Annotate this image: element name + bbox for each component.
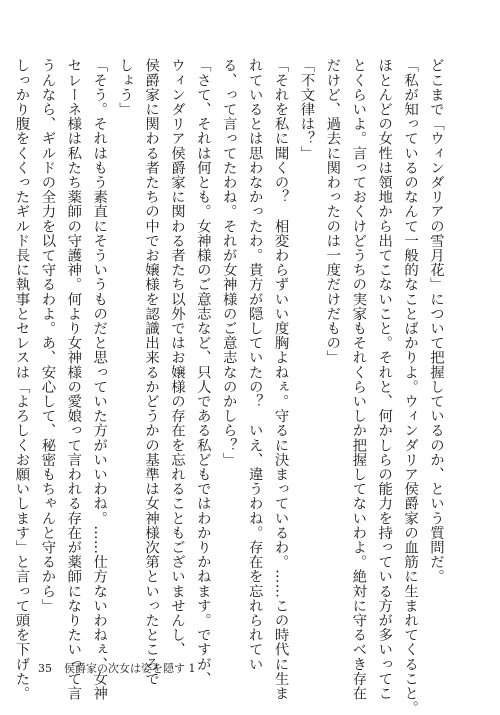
text-line: ウィンダリア侯爵家に関わる者たち以外ではお嬢様の存在を忘れることもございませんし、 bbox=[168, 58, 185, 657]
text-line: ほとんどの女性は領地から出てこないこと。それと、何かしらの能力を持っている方が多いってこ bbox=[376, 58, 393, 701]
text-line: 侯爵家に関わる者たちの中でお嬢様を認識出来るかどうかの基準は女神様次第といったところで bbox=[143, 58, 160, 686]
text-line: 「さて、それは何とも。女神様のご意志など、只人である私どもではわかりかねます。ですが、 bbox=[194, 58, 211, 686]
text-line: どこまで「ウィンダリアの雪月花」について把握しているのか、という質問だ。 bbox=[428, 58, 444, 584]
text-line: しっかり腹をくくったギルド長に執事とセレスは「よろしくお願いします」と言って頭を下げた。 bbox=[13, 58, 30, 701]
text-line: る、って言ってたわね。それが女神様のご意志なのかしら？」 bbox=[220, 58, 237, 467]
page-footer bbox=[38, 660, 196, 676]
book-title: 侯爵家の次女は姿を隠す 1 bbox=[64, 662, 196, 675]
text-line: しょう」 bbox=[117, 58, 134, 117]
text-line: れているとは思わなかったわ。貴方が隠していたの？ いえ、違うわね。存在を忘れられてい bbox=[246, 58, 263, 672]
text-line: とくらいよ。言っておくけどうちの実家もそれくらいしか把握してないわよ。絶対に守るべき存在 bbox=[350, 58, 367, 701]
text-line: 「そう。それはもう素直にそういうものだと思っていた方がいいわね。……仕方ないわねぇ、女神 bbox=[91, 58, 108, 701]
text-line: セレーネ様は私たち薬師の守護神。何より女神様の愛娘って言われる存在が薬師になりたいって言 bbox=[65, 58, 82, 701]
text-line: 「不文律は？」 bbox=[298, 58, 315, 161]
page-number: 35 bbox=[38, 662, 52, 675]
text-line: だけど、過去に関わったのは一度だけだもの」 bbox=[324, 58, 341, 365]
text-line: うんなら、ギルドの全力を以て守るわよ。あ、安心して、秘密もちゃんと守るから」 bbox=[39, 58, 56, 613]
text-line: 「それを私に聞くの？ 相変わらずいい度胸よねぇ。守るに決まっているわ。……この時代に生ま bbox=[272, 58, 289, 701]
text-line: 「私が知っているのなんて一般的なことばかりよ。ウィンダリア侯爵家の血筋に生まれてくること。 bbox=[402, 58, 419, 715]
